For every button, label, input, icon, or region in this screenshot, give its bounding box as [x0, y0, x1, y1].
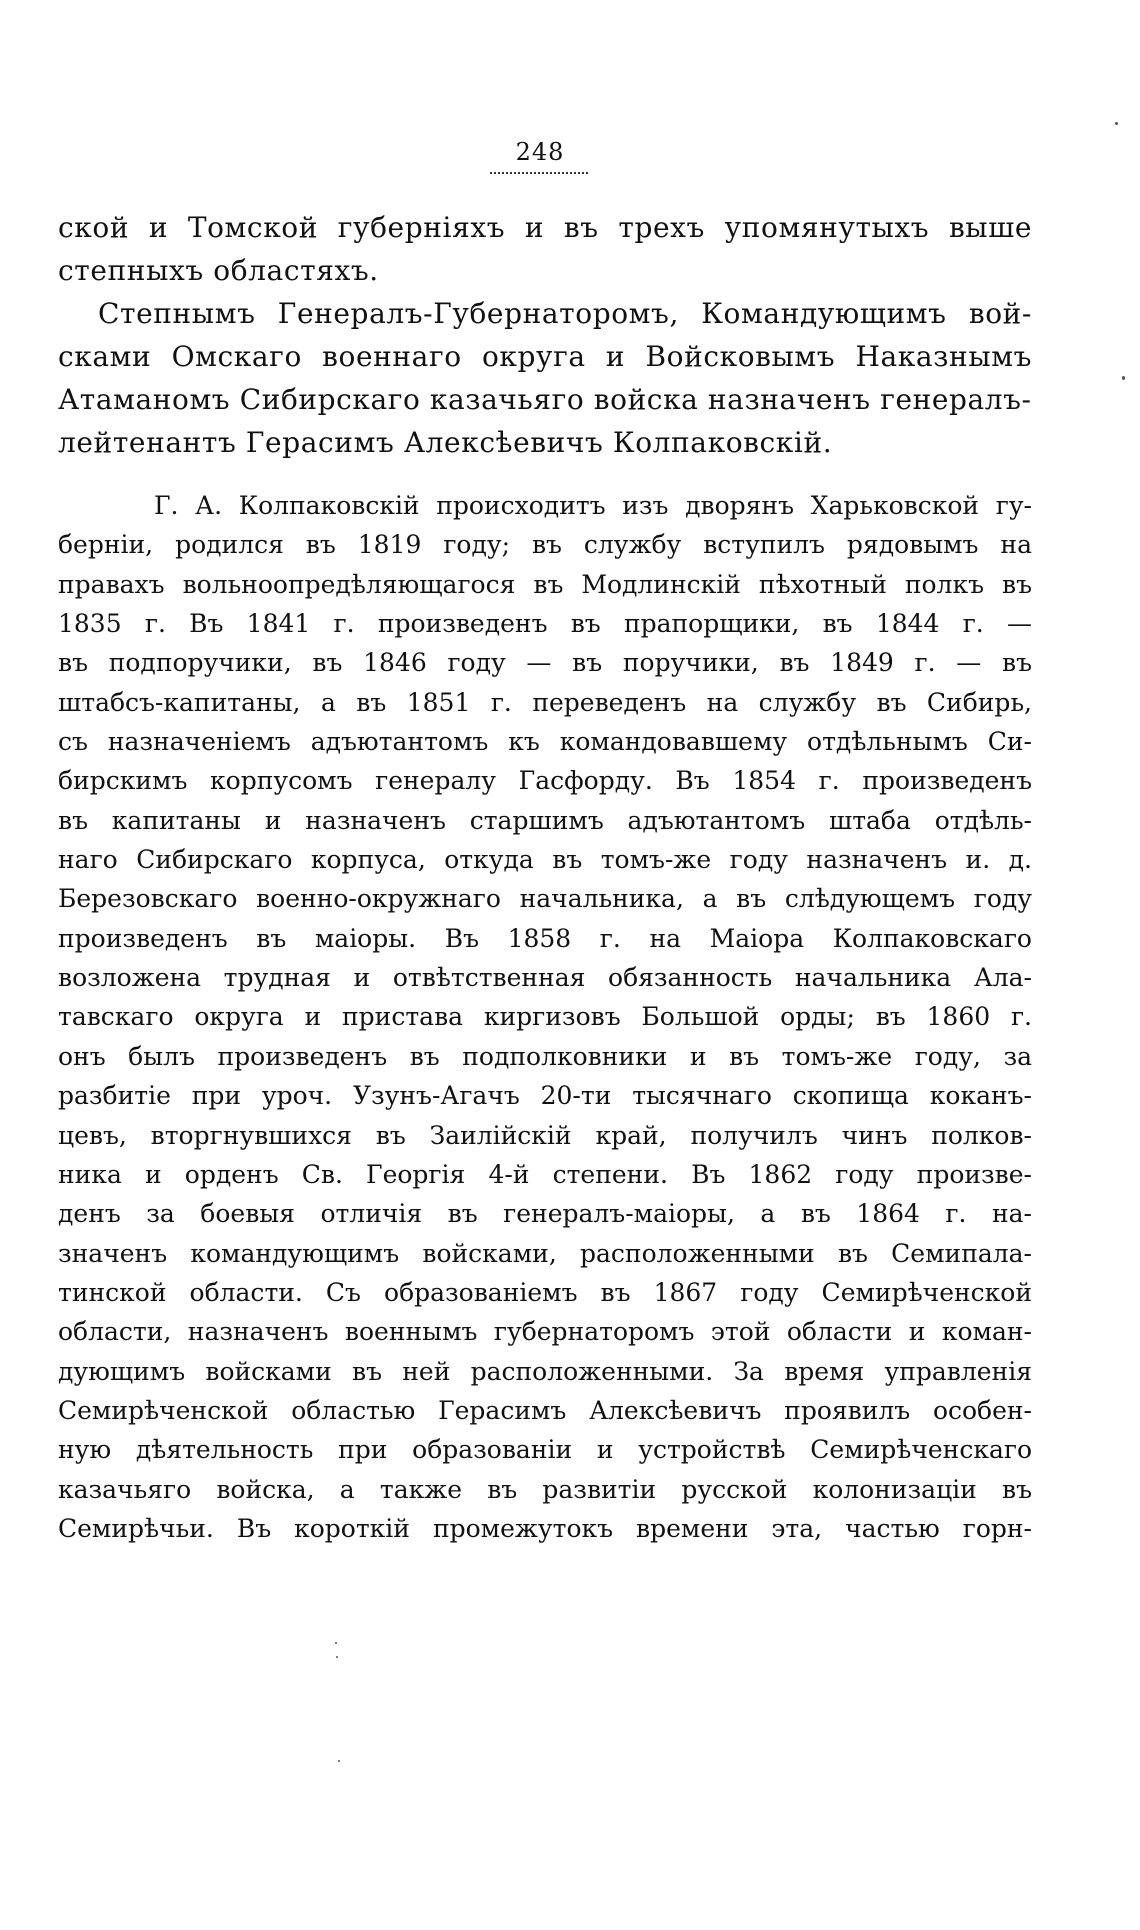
text-line: берніи, родился въ 1819 году; въ службу вступилъ рядовымъ на [58, 530, 1032, 560]
text-line: степныхъ областяхъ. [58, 254, 379, 287]
text-line: Семирѣчьи. Въ короткій промежутокъ времени эта, частью горн- [58, 1513, 1032, 1543]
text-line: ника и орденъ Св. Георгія 4-й степени. Въ 1862 году произве- [58, 1159, 1032, 1189]
text-line: въ подпоручики, въ 1846 году — въ поручики, въ 1849 г. — въ [58, 648, 1032, 678]
text-line: разбитіе при уроч. Узунъ-Агачъ 20-ти тысячнаго скопища коканъ- [58, 1081, 1032, 1111]
text-line: штабсъ-капитаны, а въ 1851 г. переведенъ на службу въ Сибирь, [58, 687, 1032, 717]
text-line: бирскимъ корпусомъ генералу Гасфорду. Въ 1854 г. произведенъ [58, 766, 1032, 796]
text-line: наго Сибирскаго корпуса, откуда въ томъ-же году назначенъ и. д. [58, 845, 1032, 875]
text-line: произведенъ въ маіоры. Въ 1858 г. на Маіора Колпаковскаго [58, 923, 1032, 953]
scan-speck [1115, 122, 1118, 125]
appointment-paragraph [58, 292, 1032, 464]
text-line: возложена трудная и отвѣтственная обязанность начальника Ала- [58, 963, 1032, 993]
scan-speck [335, 1642, 337, 1644]
text-line: дующимъ войсками въ ней расположенными. За время управленія [58, 1356, 1032, 1386]
text-line: онъ былъ произведенъ въ подполковники и въ томъ-же году, за [58, 1041, 1032, 1071]
text-line: тинской области. Съ образованіемъ въ 1867 году Семирѣченской [58, 1277, 1032, 1307]
text-line: съ назначеніемъ адъютантомъ къ командовавшему отдѣльнымъ Си- [58, 727, 1032, 757]
text-line: тавскаго округа и пристава киргизовъ Большой орды; въ 1860 г. [58, 1002, 1032, 1032]
page-number-rule [490, 172, 588, 174]
text-line: денъ за боевыя отличія въ генералъ-маіоры, а въ 1864 г. на- [58, 1199, 1032, 1229]
continuation-paragraph [58, 206, 1032, 292]
text-line: Степнымъ Генералъ-Губернаторомъ, Командующимъ вой- [98, 297, 1032, 330]
text-line: Атаманомъ Сибирскаго казачьяго войска назначенъ генералъ- [58, 383, 1032, 416]
text-line: въ капитаны и назначенъ старшимъ адъютантомъ штаба отдѣль- [58, 805, 1032, 835]
text-line: области, назначенъ военнымъ губернаторомъ этой области и коман- [58, 1317, 1032, 1347]
text-line: Березовскаго военно-окружнаго начальника, а въ слѣдующемъ году [58, 884, 1032, 914]
scan-speck [338, 1760, 340, 1762]
text-line: лейтенантъ Герасимъ Алексѣевичъ Колпаковскій. [58, 426, 833, 459]
text-line: ную дѣятельность при образованіи и устройствѣ Семирѣченскаго [58, 1435, 1032, 1465]
text-line: 1835 г. Въ 1841 г. произведенъ въ прапорщики, въ 1844 г. — [58, 609, 1032, 639]
scan-speck [1122, 376, 1125, 380]
biography-paragraph [58, 486, 1032, 1548]
scan-speck [336, 1656, 338, 1658]
text-line: ской и Томской губерніяхъ и въ трехъ упомянутыхъ выше [58, 211, 1032, 244]
text-line: казачьяго войска, а также въ развитіи русской колонизаціи въ [58, 1474, 1032, 1504]
page-number: 248 [515, 138, 565, 166]
text-line: Г. А. Колпаковскій происходитъ изъ дворянъ Харьковской гу- [154, 491, 1032, 520]
text-line: сками Омскаго военнаго округа и Войсковымъ Наказнымъ [58, 340, 1032, 373]
text-line: значенъ командующимъ войсками, расположенными въ Семипала- [58, 1238, 1032, 1268]
text-line: цевъ, вторгнувшихся въ Заилійскій край, получилъ чинъ полков- [58, 1120, 1032, 1150]
text-line: правахъ вольноопредѣляющагося въ Модлинскій пѣхотный полкъ въ [58, 569, 1032, 599]
text-line: Семирѣченской областью Герасимъ Алексѣевичъ проявилъ особен- [58, 1395, 1032, 1425]
